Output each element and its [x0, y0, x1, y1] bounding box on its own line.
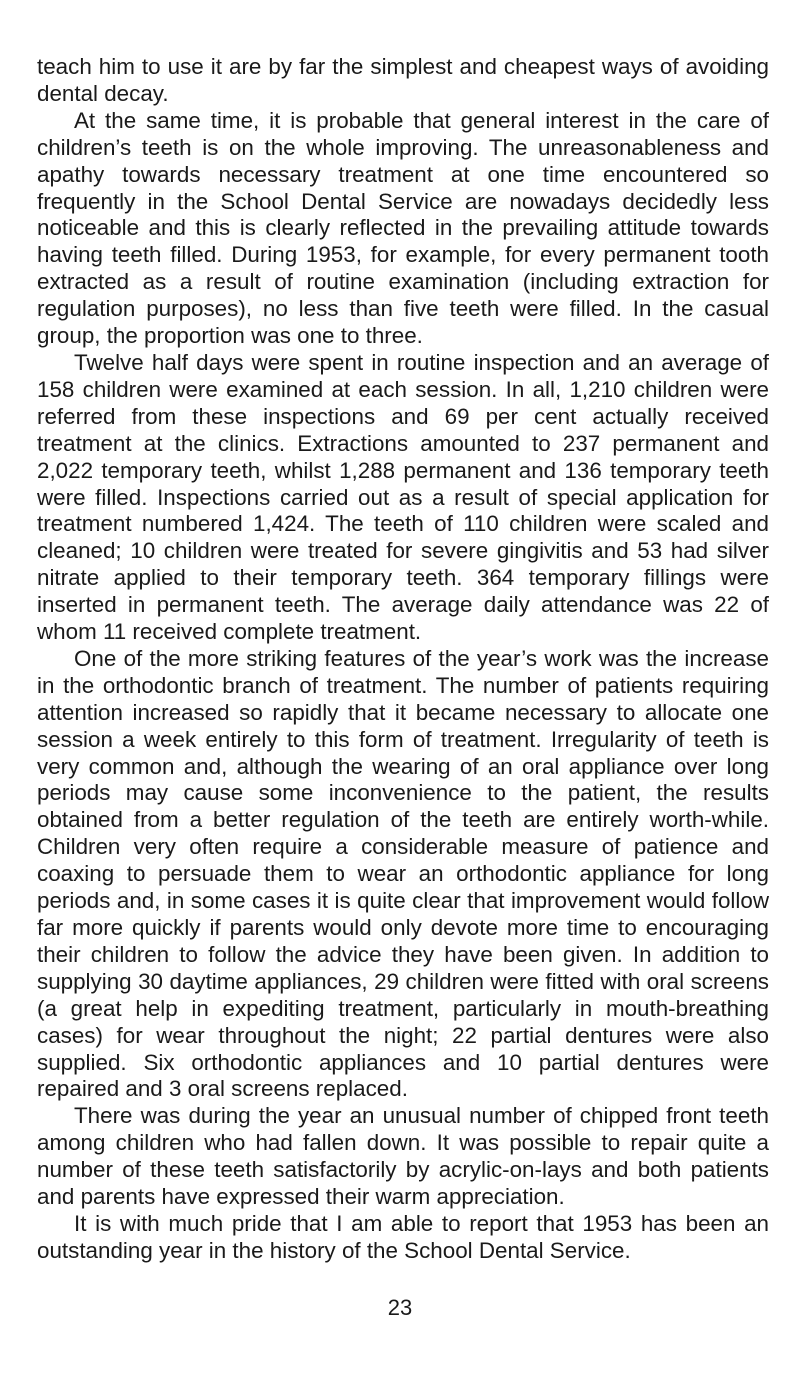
paragraph-orthodontic: One of the more striking features of the year’s work was the increase in the orthodontic branch of treatment. The number of patients requiring attention increased so rapidly that it became necessary to allocate one session a week entirely to this form of treatment. Irregularity of teeth is very common and, although the wearing of an oral appliance over long periods may cause some inconvenience to the patient, the results obtained from a better regulation of the teeth are entirely worth-while. Children very often require a considerable measure of patience and coaxing to persuade them to wear an orthodontic appliance for long periods and, in some cases it is quite clear that improvement would follow far more quickly if parents would only devote more time to encouraging their children to follow the advice they have been given. In addition to supplying 30 daytime appliances, 29 children were fitted with oral screens (a great help in expediting treatment, particularly in mouth-breathing cases) for wear throughout the night; 22 partial dentures were also supplied. Six orthodontic appliances and 10 partial dentures were repaired and 3 oral screens replaced. — [37, 645, 769, 1102]
paragraph-chipped-teeth: There was during the year an unusual number of chipped front teeth among children who had fallen down. It was possible to repair quite a number of these teeth satisfactorily by acrylic-on-lays and both patients and parents have expressed their warm appreciation. — [37, 1103, 769, 1210]
page-number: 23 — [387, 1295, 413, 1320]
paragraph-public-interest: At the same time, it is probable that general interest in the care of children’s teeth is on the whole improving. The unreasonableness and apathy towards necessary treatment at one time encountered so frequently in the School Dental Service are nowadays decidedly less noticeable and this is clearly reflected in the prevailing attitude towards having teeth filled. During 1953, for example, for every permanent tooth extracted as a result of routine examination (including extraction for regulation purposes), no less than five teeth were filled. In the casual group, the proportion was one to three. — [37, 107, 769, 349]
document-body — [37, 54, 769, 1265]
paragraph-routine-inspection: Twelve half days were spent in routine inspection and an average of 158 children were examined at each session. In all, 1,210 children were referred from these inspections and 69 per cent actually received treatment at the clinics. Extractions amounted to 237 permanent and 2,022 temporary teeth, whilst 1,288 permanent and 136 temporary teeth were filled. Inspections carried out as a result of special application for treatment numbered 1,424. The teeth of 110 children were scaled and cleaned; 10 children were treated for severe gingivitis and 53 had silver nitrate applied to their temporary teeth. 364 temporary fillings were inserted in permanent teeth. The average daily attendance was 22 of whom 11 received complete treatment. — [37, 349, 769, 645]
paragraph-continuation: teach him to use it are by far the simplest and cheapest ways of avoiding dental decay. — [37, 54, 769, 106]
paragraph-conclusion: It is with much pride that I am able to report that 1953 has been an outstanding year in the history of the School Dental Service. — [37, 1210, 769, 1263]
